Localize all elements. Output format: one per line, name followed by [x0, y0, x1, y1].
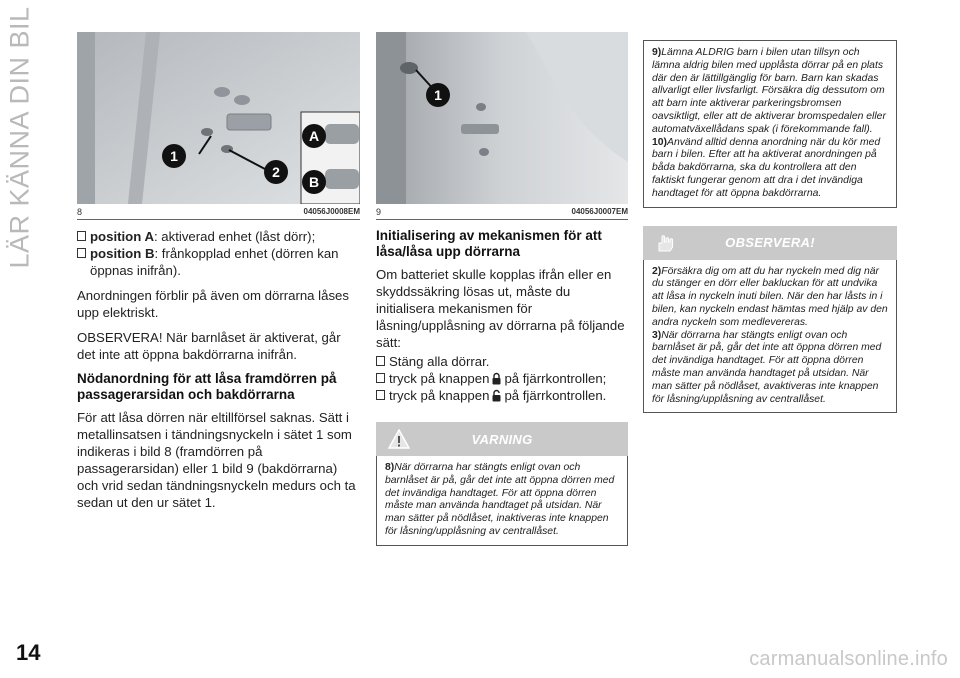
rear-door-lock-illustration [376, 32, 628, 204]
column-1 [77, 32, 360, 519]
column-3 [643, 32, 897, 413]
padlock-closed-icon [492, 372, 501, 385]
warning-header: VARNING [376, 422, 628, 456]
callout-1-label: 1 [434, 87, 442, 103]
page-number: 14 [16, 640, 41, 665]
watermark: carmanualsonline.info [749, 648, 948, 670]
figure-9-rear-door-photo [376, 32, 628, 204]
figure-8-caption: 8 04056J0008EM [77, 204, 360, 220]
paragraph-device-remains-on: Anordningen förblir på även om dörrarna låses upp elektriskt. [77, 288, 349, 320]
step-close-doors: Stäng alla dörrar. [376, 353, 628, 370]
warning-box: 8)När dörrarna har stängts enligt ovan och barnlåset är på, går det inte att öppna dörren med det invändiga handtaget. För att öppna dörren måste man använda handtaget på utsidan. När man sätter på nödlåset, inaktiveras inte knappen för låsning/upplåsning av centrallåset. [376, 456, 628, 546]
column-2 [376, 32, 628, 546]
note-9: 9)Lämna ALDRIG barn i bilen utan tillsyn och lämna aldrig bilen med upplåsta dörrar på en plats där den är lättillgänglig för barn. Barn kan skadas allvarligt eller livsfarligt. Försäkra dig dessutom om att barn inte aktiverar parkeringsbromsen oavsiktligt, eller att de aktiverar bromspedalen eller automatväxellådans spak (i förekommande fall). [652, 47, 886, 135]
checkbox-square-icon [77, 231, 86, 241]
step-press-unlock-button: tryck på knappen på fjärrkontrollen. [376, 387, 628, 404]
callout-a-label: A [308, 128, 320, 144]
chapter-side-title: LÄR KÄNNA DIN BIL [4, 6, 35, 269]
paragraph-emergency-lock-instructions: För att låsa dörren när eltillförsel saknas. Sätt i metallinsatsen i tändningsnyckeln i sätet 1 som indikeras i bild 8 (framdörren på passagerarsidan) eller 1 bild 9 (bakdörrarna) och vrid sedan tändningsnyckeln medurs och ta sedan ut den ur sätet 1. [77, 410, 356, 510]
checkbox-square-icon [376, 373, 385, 383]
checkbox-square-icon [376, 390, 385, 400]
observe-header: OBSERVERA! [643, 226, 897, 260]
checkbox-square-icon [376, 356, 385, 366]
paragraph-initialization-intro: Om batteriet skulle kopplas ifrån eller en skyddssäkring lösas ut, måste du initialisera mekanismen för låsning/upplåsning av dörrarna på följande sätt: [376, 267, 625, 350]
warning-triangle-icon [388, 429, 410, 449]
section-heading-emergency-lock: Nödanordning för att låsa framdörren på passagerarsidan och bakdörrarna [77, 371, 337, 402]
callout-b-label: B [308, 174, 320, 190]
info-hand-icon [655, 233, 677, 253]
observe-box [643, 260, 897, 414]
note-3: 3)När dörrarna har stängts enligt ovan och barnlåset är på, går det inte att öppna dörren med det invändiga handtaget. För att öppna dörren måste man använda handtaget på utsidan. När man sätter på nödlåset, avaktiveras inte knappen för låsning/upplåsning av centrallåset. [652, 329, 882, 405]
paragraph-child-lock-note: OBSERVERA! När barnlåset är aktiverat, går det inte att öppna bakdörrarna inifrån. [77, 330, 341, 362]
bullet-position-b: position B: frånkopplad enhet (dörren kan öppnas inifrån). [77, 245, 360, 279]
checkbox-square-icon [77, 248, 86, 258]
padlock-open-icon [492, 389, 501, 402]
callout-1-label: 1 [170, 148, 178, 164]
section-heading-initialization: Initialisering av mekanismen för att låsa/låsa upp dörrarna [376, 228, 602, 259]
note-2: 2)Försäkra dig om att du har nyckeln med dig när du stänger en dörr eller bakluckan för att undvika att låsa in nyckeln inuti bilen. När den har låsts in i bilen, kan nyckeln endast hämtas med hjälp av den andra nyckeln som medlevereras. [652, 265, 888, 328]
door-lock-illustration [77, 32, 360, 204]
figure-8-door-lock-photo [77, 32, 360, 204]
note-10: 10)Använd alltid denna anordning när du kör med barn i bilen. Efter att ha aktiverat anordningen på båda bakdörrarna, ska du kontrollera att den faktiskt fungerar genom att dra i det invändiga handtaget för att öppna bakdörrarna. [652, 136, 881, 199]
figure-9-caption: 9 04056J0007EM [376, 204, 628, 220]
callout-2-label: 2 [272, 164, 280, 180]
step-press-lock-button: tryck på knappen på fjärrkontrollen; [376, 370, 628, 387]
bullet-position-a: position A: aktiverad enhet (låst dörr); [77, 228, 360, 245]
notes-box-warnings [643, 40, 897, 208]
